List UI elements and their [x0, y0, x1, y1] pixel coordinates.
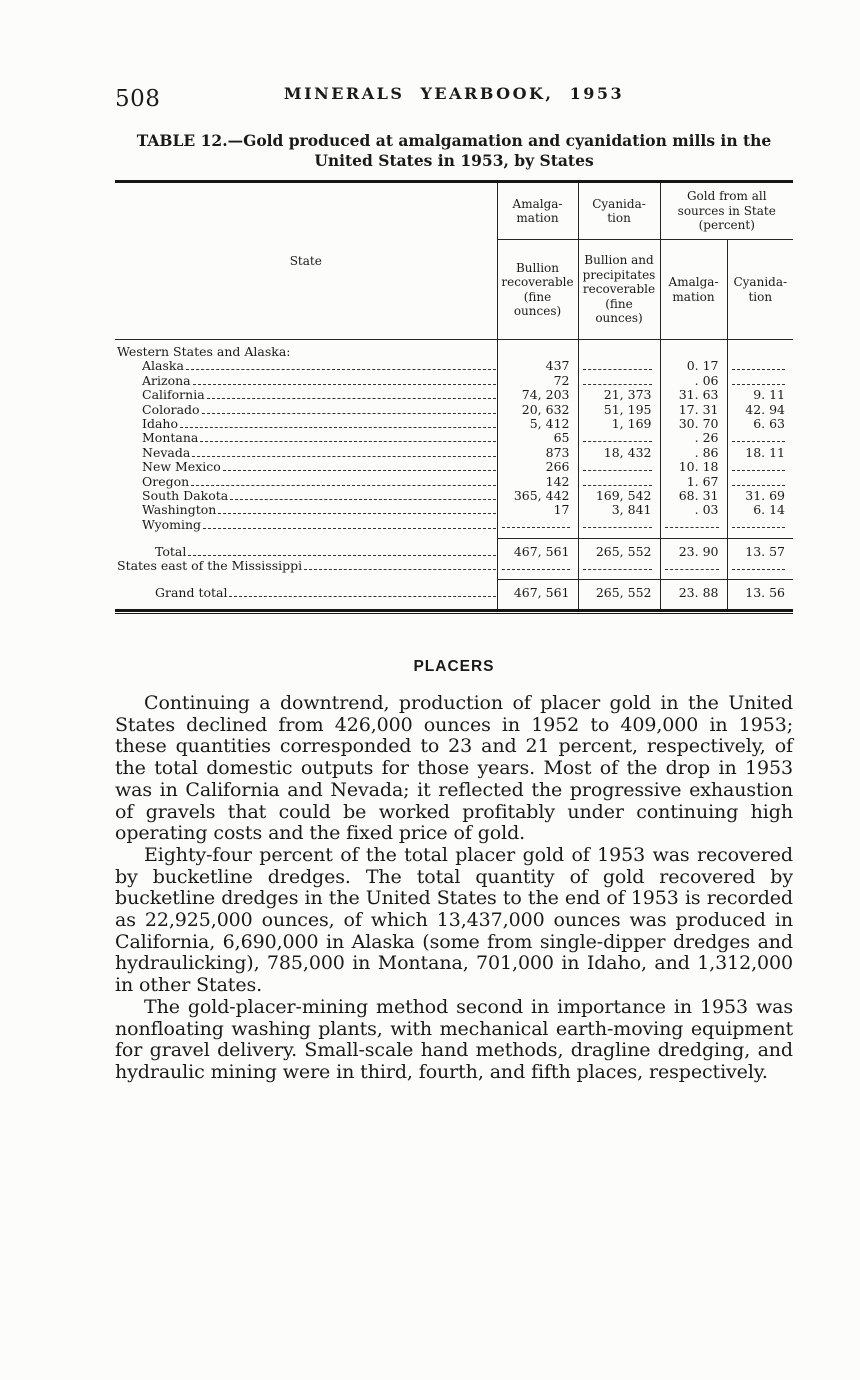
dash-leader [180, 427, 496, 428]
value-cell [578, 460, 660, 474]
value-cell [497, 559, 578, 580]
dash-leader [665, 527, 719, 528]
state-cell [115, 460, 497, 474]
row-label: Western States and Alaska: [117, 344, 291, 359]
col-header-bullion-recoverable: Bullion recoverable (fine ounces) [497, 240, 578, 340]
value-cell [578, 474, 660, 488]
value-cell: 13. 56 [727, 580, 793, 609]
dash-leader [192, 456, 495, 457]
row-label: Total [155, 543, 187, 559]
state-cell [115, 517, 497, 538]
value-cell: 23. 90 [660, 538, 727, 558]
page-number: 508 [115, 86, 161, 112]
col-header-gold-all-sources: Gold from all sources in State (percent) [660, 182, 793, 240]
value-cell: . 06 [660, 373, 727, 387]
value-cell: 467, 561 [497, 580, 578, 609]
table-row [115, 340, 793, 359]
value-cell: 142 [497, 474, 578, 488]
col-header-cyanidation: Cyanida-tion [578, 182, 660, 240]
table-rows [115, 340, 793, 609]
value-cell: 18. 11 [727, 445, 793, 459]
value-cell [497, 517, 578, 538]
dash-leader [732, 485, 786, 486]
value-cell: 873 [497, 445, 578, 459]
col-header-bullion-precipitates: Bullion and precipitates recoverable (fine ounces) [578, 240, 660, 340]
dash-leader [583, 470, 652, 471]
dash-leader [188, 555, 495, 556]
state-cell [115, 431, 497, 445]
table-row [115, 402, 793, 416]
row-label: South Dakota [142, 488, 229, 504]
placers-paragraph-3: The gold-placer-mining method second in importance in 1953 was nonfloating washing plants, with mechanical earth-moving equipment for gravel delivery. Small-scale hand methods, dragline dredging, and hydraulic mining were in third, fourth, and fifth places, respectively. [115, 995, 793, 1083]
dash-leader [583, 527, 652, 528]
value-cell [578, 431, 660, 445]
state-cell [115, 503, 497, 517]
value-cell: 265, 552 [578, 538, 660, 558]
row-label: Washington [142, 502, 217, 518]
gold-production-table [115, 180, 793, 609]
state-cell [115, 474, 497, 488]
dash-leader [218, 513, 495, 514]
table-row [115, 503, 793, 517]
value-cell [727, 373, 793, 387]
row-label: Idaho [142, 416, 178, 432]
placers-paragraph-1: Continuing a downtrend, production of placer gold in the United States declined from 426,000 ounces in 1952 to 409,000 in 1953; these quantities corresponded to 23 and 21 percent, respectively, of the total domestic outputs for those years. Most of the drop in 1953 was in California and Nevada; it reflected the progressive exhaustion of gravels that could be worked profitably under continuing high operating costs and the fixed price of gold. [115, 692, 793, 845]
value-cell: 68. 31 [660, 489, 727, 503]
value-cell: . 26 [660, 431, 727, 445]
dash-leader [502, 527, 570, 528]
state-cell [115, 417, 497, 431]
dash-leader [229, 596, 495, 597]
value-cell: 467, 561 [497, 538, 578, 558]
value-cell [727, 517, 793, 538]
value-cell [578, 559, 660, 580]
value-cell [727, 431, 793, 445]
value-cell: 65 [497, 431, 578, 445]
value-cell [727, 474, 793, 488]
value-cell [578, 340, 660, 359]
state-cell [115, 445, 497, 459]
row-label: Colorado [142, 401, 200, 417]
table-row [115, 373, 793, 387]
dash-leader [583, 441, 652, 442]
value-cell [497, 340, 578, 359]
value-cell: 6. 63 [727, 417, 793, 431]
col-header-state: State [115, 182, 497, 340]
value-cell: 72 [497, 373, 578, 387]
row-label: Nevada [142, 444, 191, 460]
running-head [115, 84, 793, 110]
dash-leader [583, 485, 652, 486]
value-cell: 31. 63 [660, 388, 727, 402]
table-row [115, 474, 793, 488]
value-cell: 365, 442 [497, 489, 578, 503]
state-cell [115, 373, 497, 387]
dash-leader [200, 441, 495, 442]
value-cell: 3, 841 [578, 503, 660, 517]
dash-leader [732, 369, 786, 370]
value-cell: 18, 432 [578, 445, 660, 459]
value-cell [660, 559, 727, 580]
value-cell [578, 373, 660, 387]
dash-leader [583, 369, 652, 370]
row-label: California [142, 387, 205, 403]
value-cell: 9. 11 [727, 388, 793, 402]
row-label: Wyoming [142, 516, 202, 532]
value-cell [578, 359, 660, 373]
table-header [115, 182, 793, 340]
row-label: States east of the Mississippi [117, 558, 303, 574]
dash-leader [202, 413, 496, 414]
table-caption: TABLE 12.—Gold produced at amalgamation and cyanidation mills in the United States in 1953, by States [136, 131, 772, 170]
value-cell: 6. 14 [727, 503, 793, 517]
row-label: Arizona [142, 372, 191, 388]
state-cell [115, 388, 497, 402]
dash-leader [223, 470, 496, 471]
table-row [115, 489, 793, 503]
dash-leader [203, 528, 495, 529]
value-cell: 31. 69 [727, 489, 793, 503]
dash-leader [207, 398, 496, 399]
value-cell: 17 [497, 503, 578, 517]
value-cell: 437 [497, 359, 578, 373]
table-row [115, 431, 793, 445]
col-header-amalgamation: Amalga-mation [497, 182, 578, 240]
value-cell: 266 [497, 460, 578, 474]
state-cell [115, 489, 497, 503]
value-cell: 42. 94 [727, 402, 793, 416]
dash-leader [665, 569, 719, 570]
value-cell: 21, 373 [578, 388, 660, 402]
dash-leader [732, 470, 786, 471]
row-label: Grand total [155, 585, 228, 601]
dash-leader [304, 569, 495, 570]
placers-section [115, 658, 793, 1084]
value-cell [660, 340, 727, 359]
value-cell [727, 460, 793, 474]
value-cell: . 03 [660, 503, 727, 517]
state-cell [115, 559, 497, 580]
running-title: MINERALS YEARBOOK, 1953 [283, 84, 625, 103]
section-heading-placers: PLACERS [413, 658, 495, 675]
value-cell: 10. 18 [660, 460, 727, 474]
col-header-pct-cyanidation: Cyanida-tion [727, 240, 793, 340]
col-header-pct-amalgamation: Amalga-mation [660, 240, 727, 340]
state-cell [115, 538, 497, 558]
table-row [115, 517, 793, 538]
value-cell [660, 517, 727, 538]
value-cell [578, 517, 660, 538]
value-cell: 169, 542 [578, 489, 660, 503]
dash-leader [193, 384, 496, 385]
dash-leader [583, 569, 652, 570]
dash-leader [502, 569, 570, 570]
row-label: New Mexico [142, 459, 221, 475]
row-label: Montana [142, 430, 199, 446]
table-row [115, 538, 793, 558]
dash-leader [732, 441, 786, 442]
table-row [115, 359, 793, 373]
value-cell: 17. 31 [660, 402, 727, 416]
row-label: Oregon [142, 473, 190, 489]
table-row [115, 559, 793, 580]
state-cell [115, 359, 497, 373]
table-row [115, 580, 793, 609]
state-cell [115, 580, 497, 609]
value-cell [727, 340, 793, 359]
table-row [115, 417, 793, 431]
value-cell: 5, 412 [497, 417, 578, 431]
table-row [115, 445, 793, 459]
value-cell: . 86 [660, 445, 727, 459]
state-cell [115, 340, 497, 359]
dash-leader [191, 485, 495, 486]
placers-paragraph-2: Eighty-four percent of the total placer gold of 1953 was recovered by bucketline dredges. The total quantity of gold recovered by bucketline dredges in the United States to the end of 1953 is recorded as 22,925,000 ounces, of which 13,437,000 ounces was produced in California, 6,690,000 in Alaska (some from single-dipper dredges and hydraulicking), 785,000 in Montana, 701,000 in Idaho, and 1,312,000 in other States. [115, 843, 793, 997]
value-cell: 13. 57 [727, 538, 793, 558]
row-label: Alaska [142, 358, 184, 374]
value-cell: 20, 632 [497, 402, 578, 416]
value-cell: 23. 88 [660, 580, 727, 609]
dash-leader [732, 527, 786, 528]
value-cell [727, 559, 793, 580]
dash-leader [732, 569, 786, 570]
dash-leader [583, 384, 652, 385]
table-row [115, 388, 793, 402]
value-cell: 74, 203 [497, 388, 578, 402]
value-cell: 265, 552 [578, 580, 660, 609]
dash-leader [732, 384, 786, 385]
dash-leader [230, 499, 495, 500]
value-cell: 30. 70 [660, 417, 727, 431]
table-row [115, 460, 793, 474]
value-cell: 1. 67 [660, 474, 727, 488]
table-bottom-rule [115, 609, 793, 615]
value-cell [727, 359, 793, 373]
value-cell: 1, 169 [578, 417, 660, 431]
value-cell: 51, 195 [578, 402, 660, 416]
state-cell [115, 402, 497, 416]
dash-leader [186, 369, 496, 370]
value-cell: 0. 17 [660, 359, 727, 373]
